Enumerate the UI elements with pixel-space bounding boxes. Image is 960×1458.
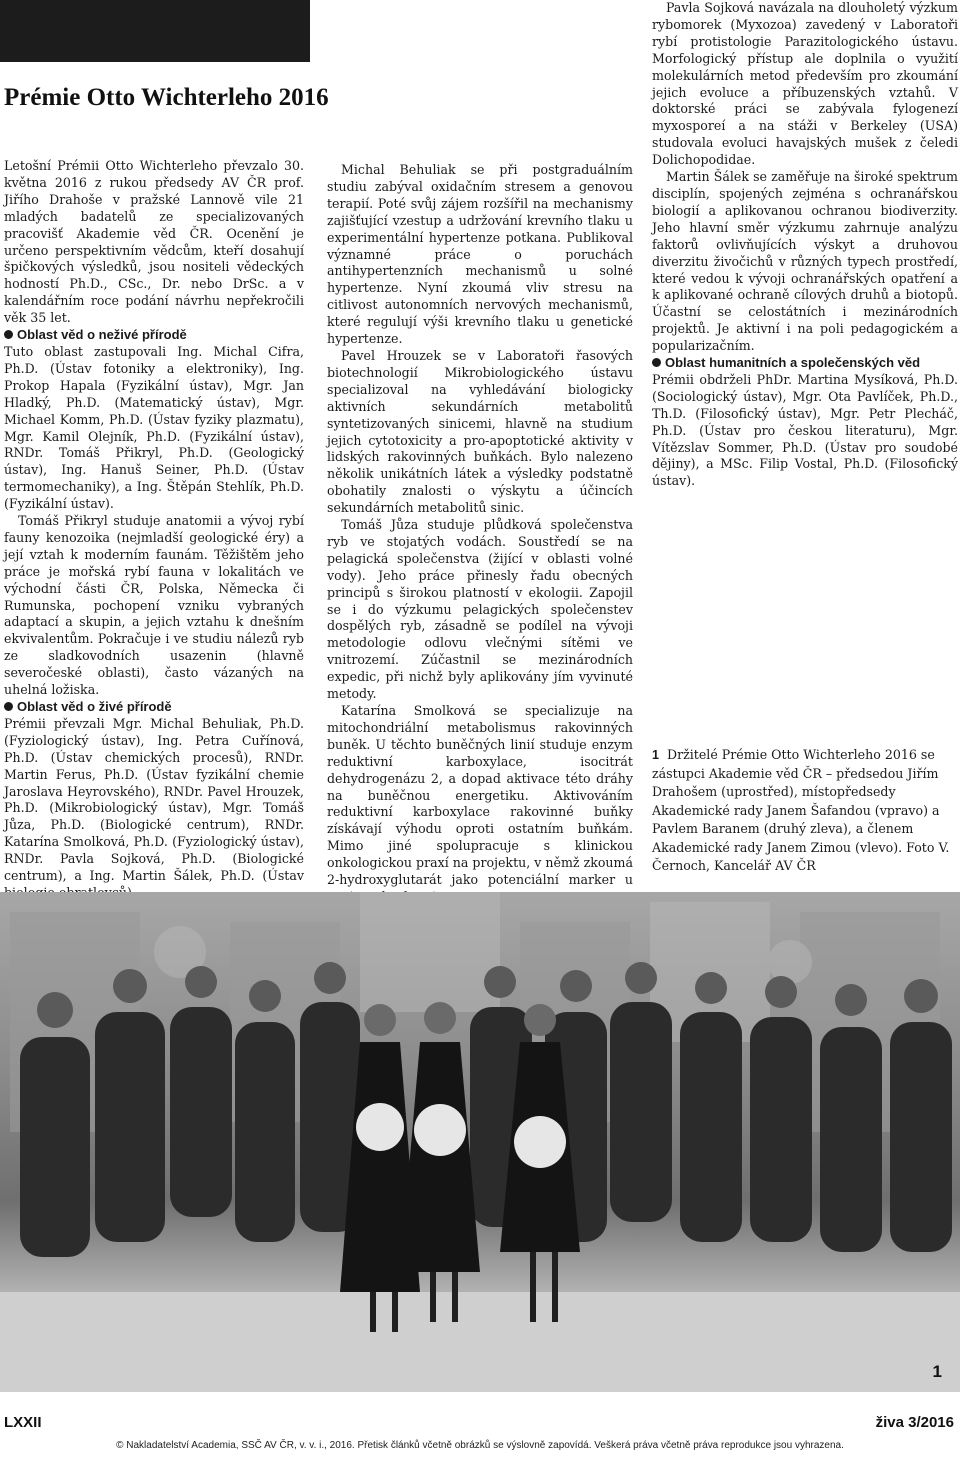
intro-paragraph: Letošní Prémii Otto Wichterleho převzalo 30. května 2016 z rukou předsedy AV ČR prof. Jiřího Drahoše v pražské Lannově vile 21 mladých badatelů ze specializovaných pracovišť Akademie věd ČR. Ocenění je určeno perspektivním vědcům, kteří dosahují špičkových výsledků, jsou nositeli vědeckých hodností Ph.D., CSc., Dr. nebo DrSc. a v kalendářním roce podání návrhu nepřekročili věk 35 let. (4, 158, 304, 326)
behuliak-paragraph: Michal Behuliak se při postgraduálním studiu zabýval oxidačním stresem a genovou terapií. Poté svůj zájem rozšířil na mechanismy zajišťující vzestup a udržování krevního tlaku u experimentální hypertenze potkana. Publikoval významné práce o poruchách antihypertenzních mechanismů u solné hypertenze. Nyní zkoumá vliv stresu na citlivost autonomních nervových mechanismů, které regulují výši krevního tlaku u genetické hypertenze. (327, 162, 633, 347)
bullet-icon (4, 702, 13, 711)
section-heading-text: Oblast věd o neživé přírodě (17, 327, 187, 343)
copyright-notice: © Nakladatelství Academia, SSČ AV ČR, v. v. i., 2016. Přetisk článků včetně obrázků se výslovně zapovídá. Veškerá práva včetně práva reprodukce jsou vyhrazena. (116, 1440, 844, 1451)
section-heading-text: Oblast věd o živé přírodě (17, 699, 172, 714)
group-photo-image (0, 892, 960, 1392)
prikryl-paragraph: Tomáš Přikryl studuje anatomii a vývoj rybí fauny kenozoika (nejmladší geologické éry) a její vztah k moderním faunám. Těžištěm jeho práce je mořská rybí fauna v lokalitách ve východní části ČR, Polska, Německa či Rumunska, pochopení vzniku vybraných adaptací a skupin, a jejich vztahu k dnešním ekvivalentům. Pokračuje i ve studiu nálezů ryb ze sladkovodních usazenin (hlavně severočeské oblasti), často vázaných na uhelná ložiska. (4, 513, 304, 698)
header-bar (0, 0, 310, 62)
sojkova-paragraph: Pavla Sojková navázala na dlouholetý výzkum rybomorek (Myxozoa) zavedený v Laboratoři rybí protistologie Parazitologického ústavu. Morfologický přístup ale doplnila o využití molekulárních metod především pro zkoumání jejich evoluce a příbuzenských vztahů. V doktorské práci se zabývala fylogenezí myxosporeí a na stáži v Berkeley (USA) studovala evoluci havajských mušek z čeledi Dolichopodidae. (652, 0, 958, 168)
caption-number: 1 (652, 748, 660, 762)
section-paragraph-humanities: Prémii obdrželi PhDr. Martina Mysíková, Ph.D. (Sociologický ústav), Mgr. Ota Pavlíček, Ph.D., Th.D. (Filosofický ústav), Mgr. Petr Plecháč, Ph.D. (Ústav pro českou literaturu), Mgr. Vítězslav Sommer, Ph.D. (Ústav pro soudobé dějiny), a MSc. Filip Vostal, Ph.D. (Filosofický ústav). (652, 371, 958, 489)
section-heading-humanities (652, 355, 958, 372)
photo-number: 1 (932, 1362, 942, 1381)
group-photo (0, 892, 960, 1392)
section-paragraph-living: Prémii převzali Mgr. Michal Behuliak, Ph.D. (Fyziologický ústav), Ing. Petra Cuřínová, Ph.D. (Ústav chemických procesů), RNDr. Martin Ferus, Ph.D. (Ústav fyzikální chemie Jaroslava Heyrovského), RNDr. Pavel Hrouzek, Ph.D. (Mikrobiologický ústav), Mgr. Tomáš Jůza, Ph.D. (Biologické centrum), RNDr. Katarína Smolková, Ph.D. (Fyziologický ústav), RNDr. Pavla Sojková, Ph.D. (Biologické centrum), a Ing. Martin Šálek, Ph.D. (Ústav (4, 715, 304, 884)
page-title: Prémie Otto Wichterleho 2016 (4, 84, 329, 111)
salek-paragraph: Martin Šálek se zaměřuje na široké spektrum disciplín, spojených zejména s ochranářskou biologií a aplikovanou ochranou biodiverzity. Jeho hlavní směr výzkumu zahrnuje analýzu faktorů ovlivňujících výskyt a druhovou diverzitu živočichů v různých typech prostředí, které vedou k vývoji ochranářských opatření a k aplikované ochraně cílových druhů a biotopů. Účastní se celostátních i mezinárodních projektů. Je aktivní i na poli pedagogickém a popularizačním. (652, 169, 958, 354)
section-heading-living (4, 699, 304, 716)
column-2 (327, 162, 633, 888)
section-heading-nonliving (4, 327, 304, 344)
page-number: LXXII (4, 1414, 42, 1431)
hrouzek-paragraph: Pavel Hrouzek se v Laboratoři řasových biotechnologií Mikrobiologického ústavu specializoval na vyhledávání biologicky aktivních sekundárních metabolitů syntetizovaných sinicemi, hlavně na studium jejich cytotoxicity a pro-apoptotické aktivity v lidských rakovinných buňkách. Bylo nalezeno několik unikátních látek a výsledky podstatně obohatily znalosti o výskytu a účincích sekundárních metabolitů sinic. (327, 347, 633, 516)
juza-paragraph: Tomáš Jůza studuje plůdková společenstva ryb ve stojatých vodách. Soustředí se na pelagická společenstva (žijící v oblasti volné vody). Jeho práce přinesly řadu obecných principů s širokou platností v ekologii. Zapojil se i do výzkumu pelagických společenstev dospělých ryb, zásadně se podílel na vývoji metodologie odlovu vlečnými sítěmi ve vnitrozemí. Zúčastnil se mezinárodních expedic, při nichž byly aplikovány jím vyvinuté metody. (327, 517, 633, 702)
column-1 (4, 158, 304, 884)
section-heading-text: Oblast humanitních a společenských věd (665, 355, 921, 371)
column-3 (652, 0, 958, 740)
journal-issue: živa 3/2016 (875, 1414, 954, 1431)
photo-caption (652, 746, 958, 876)
bullet-icon (4, 330, 13, 339)
bullet-icon (652, 358, 661, 367)
caption-text: Držitelé Prémie Otto Wichterleho 2016 se zástupci Akademie věd ČR – předsedou Jiřím Drahošem (uprostřed), místopředsedy Akademické rady Janem Šafandou (vpravo) a Pavlem Baranem (druhý zleva), a členem Akademické rady Janem Zimou (vlevo). Foto V. Černoch, Kancelář AV ČR (652, 747, 950, 873)
section-paragraph-nonliving: Tuto oblast zastupovali Ing. Michal Cifra, Ph.D. (Ústav fotoniky a elektroniky), Ing. Prokop Hapala (Fyzikální ústav), Mgr. Jan Hladký, Ph.D. (Matematický ústav), Mgr. Michael Komm, Ph.D. (Ústav fyziky plazmatu), Mgr. Kamil Olejník, Ph.D. (Fyzikální ústav), RNDr. Tomáš Přikryl, Ph.D. (Geologický ústav), Ing. Hanuš Seiner, Ph.D. (Ústav termomechaniky), a Ing. Štěpán Stehlík, Ph.D. (Fyzikální ústav). (4, 343, 304, 512)
smolkova-paragraph: Katarína Smolková se specializuje na mitochondriální metabolismus rakovinných buněk. U těchto buněčných linií studuje enzym reduktivní karboxylace, isocitrát dehydrogenázu 2, a dopad aktivace této dráhy na buněčnou energetiku. Aktivováním reduktivní karboxylace rakovinné buňky získávají výhodu oproti ostatním buňkám. Mimo jiné spolupracuje s klinickou onkologickou praxí na projektu, v němž zkoumá 2-hydroxyglutarát jako potenciální marker u (327, 703, 633, 888)
